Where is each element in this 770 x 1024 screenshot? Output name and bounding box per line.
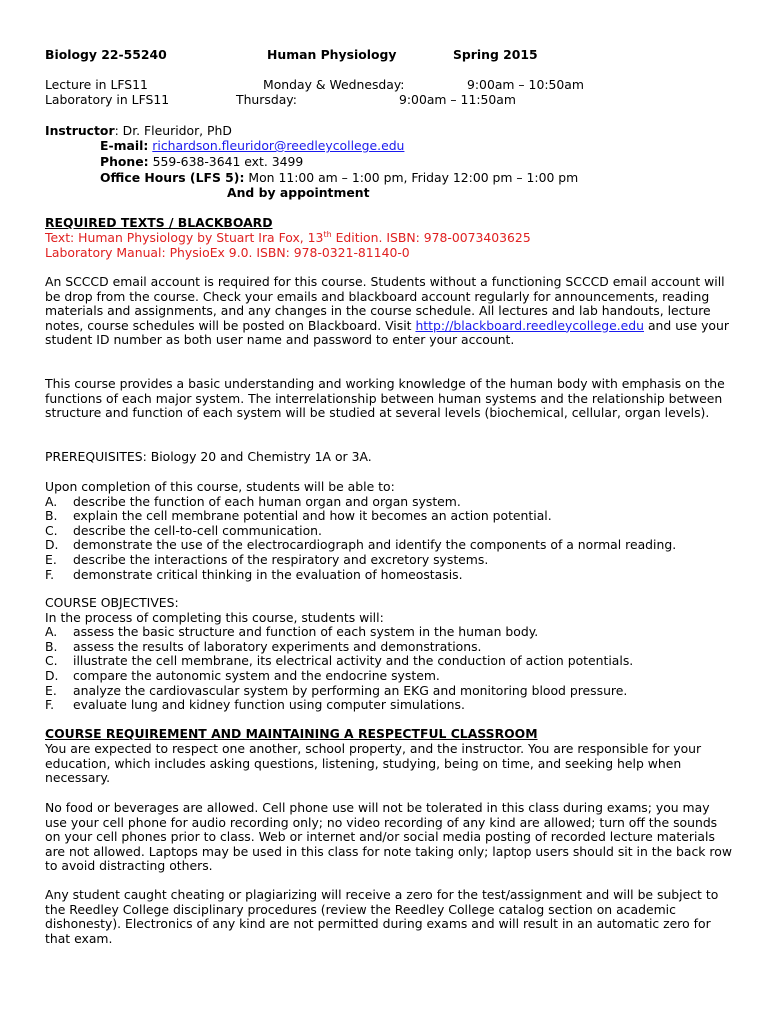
lecture-time: 9:00am – 10:50am	[467, 77, 584, 92]
course-term: Spring 2015	[453, 47, 538, 62]
email-line	[100, 139, 404, 154]
classroom-heading: COURSE REQUIREMENT AND MAINTAINING A RESPECTFUL CLASSROOM	[45, 726, 538, 741]
objective-item	[45, 640, 735, 655]
objective-item-letter: E.	[45, 682, 57, 698]
objective-item-text: illustrate the cell membrane, its electrical activity and the conduction of action potentials.	[73, 653, 634, 669]
objective-item	[45, 684, 735, 699]
phone-number: 559-638-3641 ext. 3499	[152, 154, 304, 169]
objective-item-letter: F.	[45, 697, 55, 713]
instructor-label: Instructor	[45, 123, 115, 138]
outcome-item-letter: E.	[45, 551, 57, 567]
classroom-rules-paragraph: No food or beverages are allowed. Cell phone use will not be tolerated in this class during exams; you may use your cell phone for audio recording only; no video recording of any kind are allowed; turn off the sounds on your cell phones prior to class. Web or internet and/or social media posting of recorded lecture materials are not allowed. Laptops may be used in this class for note taking only; laptop users should sit in the back row to avoid distracting others.	[45, 800, 732, 874]
instructor-name: : Dr. Fleuridor, PhD	[114, 123, 232, 138]
phone-label: Phone:	[100, 154, 149, 169]
academic-honesty-paragraph: Any student caught cheating or plagiarizing will receive a zero for the test/assignment and will be subject to the Reedley College disciplinary procedures (review the Reedley College catalog section on academic dishonesty). Electronics of any kind are not permitted during exams and will result in an automatic zero for that exam.	[45, 887, 719, 946]
objective-item-letter: B.	[45, 638, 58, 654]
outcome-item-letter: F.	[45, 566, 55, 582]
course-objectives	[45, 596, 735, 713]
lecture-days: Monday & Wednesday:	[263, 77, 405, 92]
outcome-item-text: describe the interactions of the respiratory and excretory systems.	[73, 551, 489, 567]
outcome-item	[45, 568, 735, 583]
outcome-item-text: describe the function of each human organ and organ system.	[73, 493, 461, 509]
required-texts-heading: REQUIRED TEXTS / BLACKBOARD	[45, 215, 273, 230]
outcome-item-text: explain the cell membrane potential and how it becomes an action potential.	[73, 508, 552, 524]
objective-item	[45, 669, 735, 684]
objective-item	[45, 625, 735, 640]
outcome-item-letter: C.	[45, 522, 58, 538]
instructor-email-link[interactable]: richardson.fleuridor@reedleycollege.edu	[152, 138, 405, 153]
outcome-item	[45, 538, 735, 553]
outcomes-intro: Upon completion of this course, students will be able to:	[45, 479, 395, 494]
phone-line	[100, 155, 303, 170]
objective-item	[45, 654, 735, 669]
textbook-title: Text: Human Physiology by Stuart Ira Fox, 13	[45, 230, 324, 245]
prerequisites: PREREQUISITES: Biology 20 and Chemistry 1A or 3A.	[45, 449, 372, 464]
objective-item-text: compare the autonomic system and the endocrine system.	[73, 667, 440, 683]
outcome-item-letter: A.	[45, 493, 58, 509]
outcome-item-text: demonstrate critical thinking in the evaluation of homeostasis.	[73, 566, 463, 582]
lecture-room: Lecture in LFS11	[45, 77, 148, 92]
objective-item-text: assess the basic structure and function of each system in the human body.	[73, 624, 539, 640]
outcome-item-text: demonstrate the use of the electrocardiograph and identify the components of a normal reading.	[73, 537, 677, 553]
lab-time: 9:00am – 11:50am	[399, 92, 516, 107]
respect-paragraph: You are expected to respect one another, school property, and the instructor. You are responsible for your education, which includes asking questions, listening, studying, being on time, and seeking help when necessary.	[45, 741, 702, 786]
outcome-item-letter: B.	[45, 508, 58, 524]
outcome-item	[45, 495, 735, 510]
instructor-line	[45, 124, 232, 139]
appointment-note: And by appointment	[227, 185, 370, 200]
course-title: Human Physiology	[267, 47, 397, 62]
outcome-item	[45, 553, 735, 568]
outcome-item-letter: D.	[45, 537, 59, 553]
office-hours-label: Office Hours (LFS 5):	[100, 170, 245, 185]
objective-item-letter: D.	[45, 667, 59, 683]
objective-item-text: assess the results of laboratory experiments and demonstrations.	[73, 638, 482, 654]
outcome-item-text: describe the cell-to-cell communication.	[73, 522, 322, 538]
outcome-item	[45, 524, 735, 539]
blackboard-link[interactable]: http://blackboard.reedleycollege.edu	[415, 317, 645, 333]
outcome-item	[45, 509, 735, 524]
office-hours-line	[100, 171, 578, 186]
email-requirement-paragraph	[45, 275, 735, 348]
objective-item-text: analyze the cardiovascular system by performing an EKG and monitoring blood pressure.	[73, 682, 628, 698]
course-description: This course provides a basic understanding and working knowledge of the human body with emphasis on the functions of each major system. The interrelationship between human systems and the relationship between structure and function of each system will be studied at several levels (biochemical, cellular, organ levels).	[45, 376, 725, 421]
objective-item-letter: C.	[45, 653, 58, 669]
course-number: Biology 22-55240	[45, 47, 167, 62]
office-hours-value: Mon 11:00 am – 1:00 pm, Friday 12:00 pm – 1:00 pm	[248, 170, 579, 185]
edition-superscript: th	[323, 229, 332, 239]
email-label: E-mail:	[100, 138, 149, 153]
objective-item-letter: A.	[45, 624, 58, 640]
objectives-heading: COURSE OBJECTIVES:	[45, 595, 179, 610]
lab-manual-line: Laboratory Manual: PhysioEx 9.0. ISBN: 978-0321-81140-0	[45, 245, 410, 260]
email-paragraph-text-end: and use your student ID number as both user name and password to enter your account.	[45, 317, 729, 348]
lab-days: Thursday:	[236, 92, 297, 107]
textbook-line	[45, 231, 531, 246]
learning-outcomes	[45, 480, 735, 582]
textbook-isbn: Edition. ISBN: 978-0073403625	[331, 230, 531, 245]
objectives-intro: In the process of completing this course, students will:	[45, 609, 384, 625]
email-paragraph-text: An SCCCD email account is required for this course. Students without a functioning SCCCD email account will be drop from the course. Check your emails and blackboard account regularly for announcements, reading materials and assignments, and any changes in the course schedule. All lectures and lab handouts, lecture notes, course schedules will be posted on Blackboard. Visit	[45, 274, 725, 333]
objective-item	[45, 698, 735, 713]
objective-item-text: evaluate lung and kidney function using computer simulations.	[73, 697, 465, 713]
lab-room: Laboratory in LFS11	[45, 92, 170, 107]
